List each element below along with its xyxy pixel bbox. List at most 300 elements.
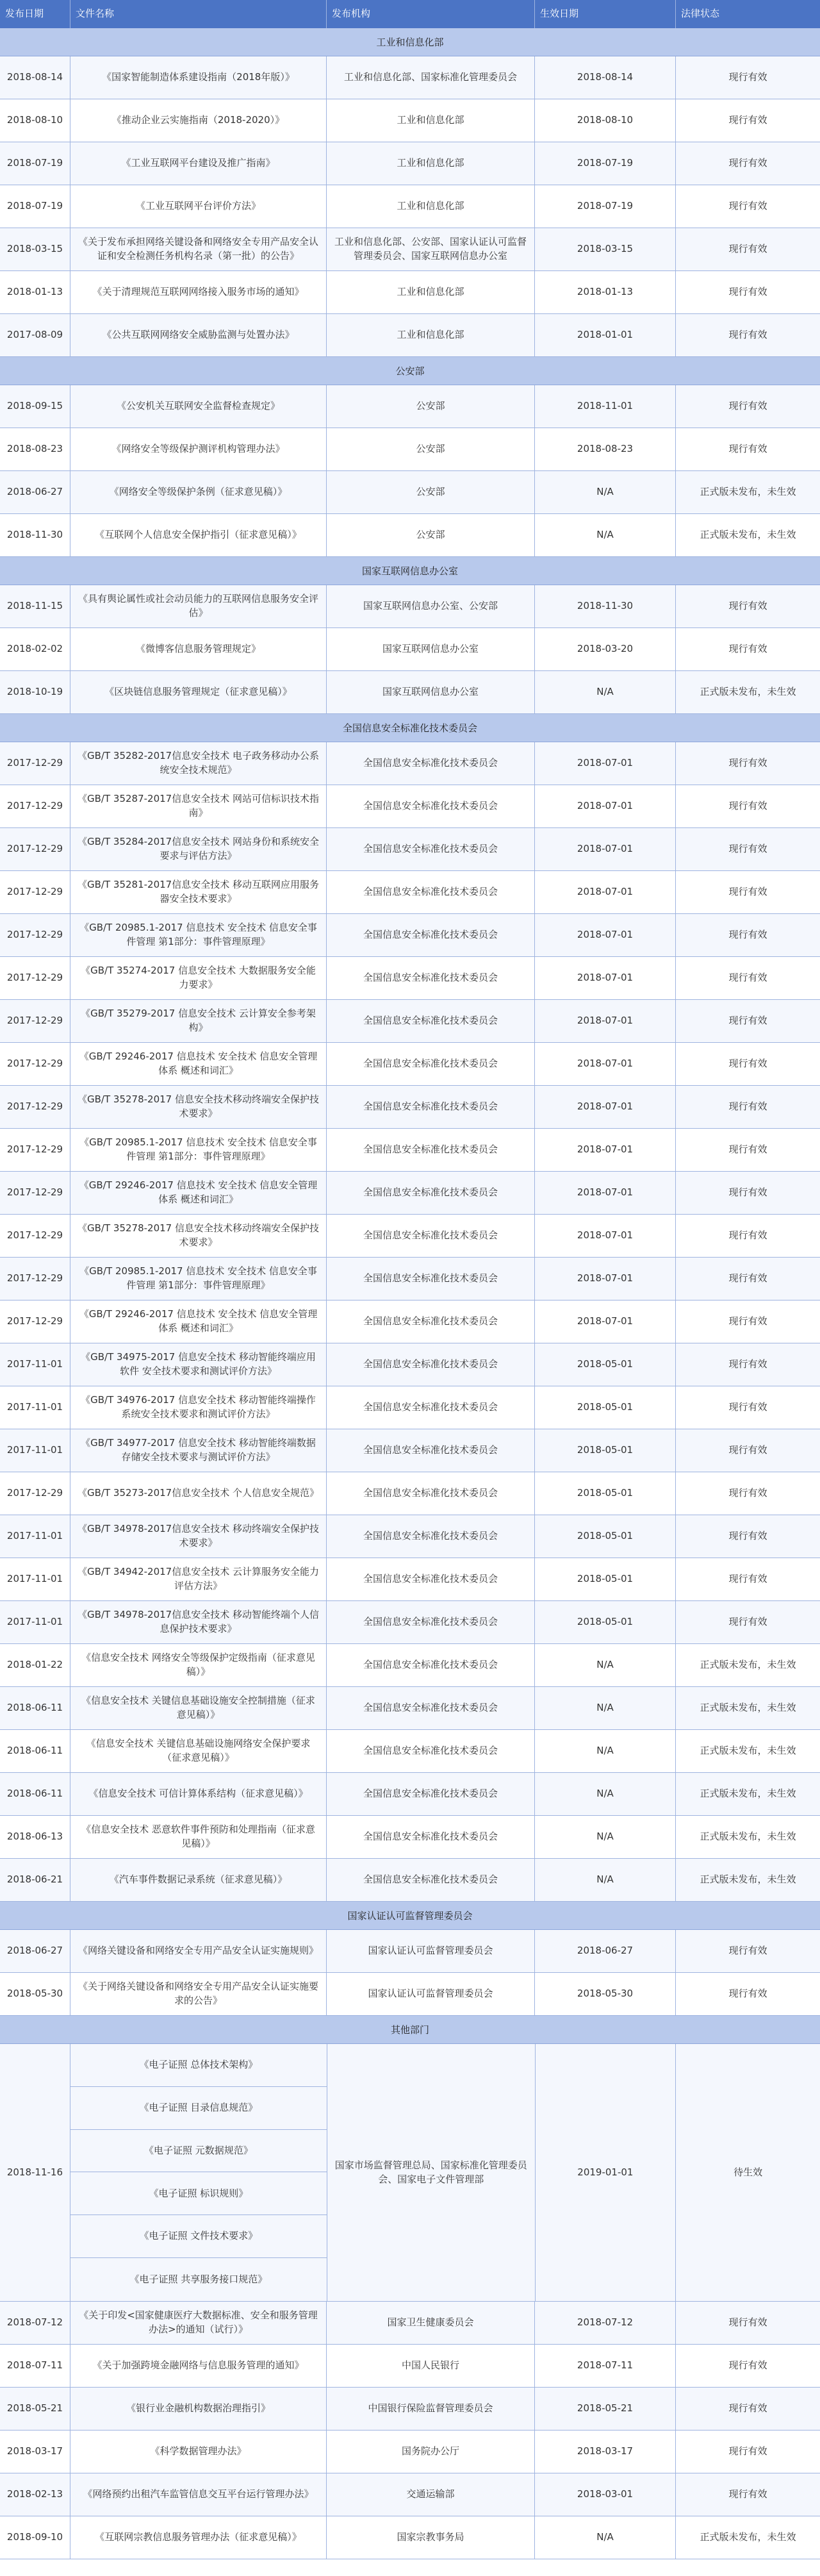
row-date: 2018-01-22 <box>0 1644 70 1686</box>
row-status: 现行有效 <box>728 400 767 412</box>
row-status: 正式版未发布，未生效 <box>700 1745 796 1757</box>
row-name: 《汽车事件数据记录系统（征求意见稿）》 <box>70 1859 327 1901</box>
table-row <box>0 1816 820 1859</box>
row-status: 现行有效 <box>728 1616 767 1628</box>
section-title: 全国信息安全标准化技术委员会 <box>0 714 820 742</box>
table-row <box>0 1558 820 1601</box>
row-date: 2018-06-11 <box>0 1730 70 1772</box>
row-name: 《GB/T 34976-2017 信息安全技术 移动智能终端操作系统安全技术要求和测试评价方法》 <box>70 1386 327 1429</box>
table-row <box>0 185 820 228</box>
row-name: 《电子证照 总体技术架构》 <box>70 2044 327 2087</box>
row-org: 工业和信息化部 <box>327 314 535 356</box>
table-row <box>0 1086 820 1129</box>
table-row <box>0 1258 820 1300</box>
table-header <box>0 0 820 28</box>
grouped-row <box>0 2044 820 2302</box>
row-status: 现行有效 <box>728 843 767 855</box>
row-status: 正式版未发布，未生效 <box>700 1831 796 1843</box>
row-date: 2018-08-14 <box>0 56 70 99</box>
row-date: 2017-11-01 <box>0 1343 70 1386</box>
row-date: 2017-12-29 <box>0 1086 70 1128</box>
table-row <box>0 628 820 671</box>
row-date: 2018-07-19 <box>0 142 70 185</box>
table-row <box>0 2473 820 2516</box>
table-row <box>0 99 820 142</box>
table-row <box>0 1773 820 1816</box>
row-name: 《GB/T 35279-2017 信息安全技术 云计算安全参考架构》 <box>70 1000 327 1042</box>
row-date: 2018-07-11 <box>0 2345 70 2387</box>
row-name: 《GB/T 35287-2017信息安全技术 网站可信标识技术指南》 <box>70 785 327 827</box>
row-date: 2018-07-12 <box>0 2302 70 2344</box>
row-effective-date: 2018-07-01 <box>535 1215 676 1257</box>
row-name: 《信息安全技术 关键信息基础设施网络安全保护要求（征求意见稿）》 <box>70 1730 327 1772</box>
row-date: 2017-12-29 <box>0 1129 70 1171</box>
table-row <box>0 1386 820 1429</box>
row-date: 2017-12-29 <box>0 785 70 827</box>
row-status: 现行有效 <box>728 329 767 341</box>
row-status: 正式版未发布，未生效 <box>700 1702 796 1714</box>
row-effective-date: 2018-07-01 <box>535 828 676 870</box>
row-status: 现行有效 <box>728 71 767 83</box>
row-date: 2018-06-27 <box>0 471 70 513</box>
row-org: 工业和信息化部、国家标准化管理委员会 <box>327 56 535 99</box>
row-org: 中国银行保险监督管理委员会 <box>327 2388 535 2430</box>
row-org: 全国信息安全标准化技术委员会 <box>327 1816 535 1858</box>
row-status: 现行有效 <box>728 2316 767 2329</box>
table-row <box>0 385 820 428</box>
row-effective-date: 2018-05-01 <box>535 1472 676 1515</box>
row-effective-date: 2018-07-01 <box>535 1129 676 1171</box>
row-org: 全国信息安全标准化技术委员会 <box>327 1343 535 1386</box>
row-status: 现行有效 <box>728 1444 767 1456</box>
row-effective-date: 2018-01-01 <box>535 314 676 356</box>
row-effective-date: 2018-07-01 <box>535 1172 676 1214</box>
row-status: 现行有效 <box>728 2402 767 2414</box>
row-status: 正式版未发布，未生效 <box>700 686 796 698</box>
row-date: 2017-12-29 <box>0 871 70 913</box>
row-org: 国务院办公厅 <box>327 2431 535 2473</box>
row-status: 现行有效 <box>728 1101 767 1113</box>
table-row <box>0 1515 820 1558</box>
row-status: 现行有效 <box>728 600 767 612</box>
row-status: 现行有效 <box>728 1015 767 1027</box>
table-row <box>0 314 820 357</box>
section-title: 国家互联网信息办公室 <box>0 557 820 585</box>
row-name: 《信息安全技术 恶意软件事件预防和处理指南（征求意见稿）》 <box>70 1816 327 1858</box>
row-effective-date: 2018-07-19 <box>535 185 676 228</box>
row-effective-date: 2018-07-01 <box>535 785 676 827</box>
row-org: 工业和信息化部 <box>327 185 535 228</box>
row-status: 现行有效 <box>728 1945 767 1957</box>
table-row <box>0 471 820 514</box>
row-name: 《关于清理规范互联网网络接入服务市场的通知》 <box>70 271 327 313</box>
row-status: 现行有效 <box>728 929 767 941</box>
row-org: 全国信息安全标准化技术委员会 <box>327 1258 535 1300</box>
table-row <box>0 871 820 914</box>
row-effective-date: N/A <box>535 671 676 713</box>
row-org: 公安部 <box>327 428 535 470</box>
header-date: 发布日期 <box>0 0 70 28</box>
row-org: 全国信息安全标准化技术委员会 <box>327 1558 535 1600</box>
table-row <box>0 957 820 1000</box>
table-row <box>0 785 820 828</box>
row-status: 现行有效 <box>728 2488 767 2500</box>
row-effective-date: 2018-07-12 <box>535 2302 676 2344</box>
row-status: 正式版未发布，未生效 <box>700 1659 796 1671</box>
table-row <box>0 1172 820 1215</box>
row-effective-date: 2018-07-01 <box>535 957 676 999</box>
row-effective-date: 2018-07-01 <box>535 1086 676 1128</box>
row-status: 现行有效 <box>728 1229 767 1242</box>
row-name: 《网络安全等级保护条例（征求意见稿）》 <box>70 471 327 513</box>
row-org: 全国信息安全标准化技术委员会 <box>327 1515 535 1558</box>
header-effective: 生效日期 <box>535 0 676 28</box>
row-effective-date: 2018-03-01 <box>535 2473 676 2516</box>
row-date: 2018-06-11 <box>0 1687 70 1729</box>
row-name: 《银行业金融机构数据治理指引》 <box>70 2388 327 2430</box>
row-name: 《信息安全技术 可信计算体系结构（征求意见稿）》 <box>70 1773 327 1815</box>
row-status: 现行有效 <box>728 114 767 126</box>
row-date: 2018-05-30 <box>0 1973 70 2015</box>
row-status: 现行有效 <box>728 1315 767 1327</box>
row-org: 交通运输部 <box>327 2473 535 2516</box>
row-date: 2018-11-16 <box>0 2044 70 2301</box>
table-row <box>0 514 820 557</box>
row-org: 全国信息安全标准化技术委员会 <box>327 1601 535 1643</box>
row-status: 现行有效 <box>728 1272 767 1284</box>
header-status: 法律状态 <box>681 8 720 20</box>
section-title: 公安部 <box>0 357 820 385</box>
row-org: 国家互联网信息办公室 <box>327 671 535 713</box>
row-name: 《GB/T 20985.1-2017 信息技术 安全技术 信息安全事件管理 第1部分：事件管理原理》 <box>70 914 327 956</box>
row-date: 2018-10-19 <box>0 671 70 713</box>
row-name: 《电子证照 共享服务接口规范》 <box>129 2273 268 2285</box>
row-org: 全国信息安全标准化技术委员会 <box>327 1215 535 1257</box>
row-org: 全国信息安全标准化技术委员会 <box>327 1300 535 1343</box>
row-date: 2017-12-29 <box>0 1300 70 1343</box>
row-effective-date: 2018-11-30 <box>535 585 676 627</box>
section-title: 其他部门 <box>0 2016 820 2044</box>
row-name: 《GB/T 20985.1-2017 信息技术 安全技术 信息安全事件管理 第1部分：事件管理原理》 <box>70 1258 327 1300</box>
row-effective-date: 2018-03-20 <box>535 628 676 670</box>
row-effective-date: 2018-01-13 <box>535 271 676 313</box>
row-status: 现行有效 <box>728 1988 767 2000</box>
row-date: 2018-08-10 <box>0 99 70 142</box>
row-date: 2018-08-23 <box>0 428 70 470</box>
row-effective-date: 2019-01-01 <box>536 2044 676 2301</box>
row-effective-date: 2018-08-23 <box>535 428 676 470</box>
row-name: 《互联网个人信息安全保护指引（征求意见稿）》 <box>70 514 327 556</box>
table-row <box>0 1129 820 1172</box>
row-effective-date: 2018-06-27 <box>535 1930 676 1972</box>
row-date: 2018-09-10 <box>0 2516 70 2559</box>
row-name: 《国家智能制造体系建设指南（2018年版）》 <box>70 56 327 99</box>
row-status: 现行有效 <box>728 243 767 255</box>
table-row <box>0 585 820 628</box>
row-date: 2017-12-29 <box>0 957 70 999</box>
table-row <box>0 2302 820 2345</box>
table-row <box>0 671 820 714</box>
row-effective-date: 2018-08-14 <box>535 56 676 99</box>
table-row <box>0 1730 820 1773</box>
row-name: 《网络安全等级保护测评机构管理办法》 <box>70 428 327 470</box>
row-org: 国家认证认可监督管理委员会 <box>327 1973 535 2015</box>
row-date: 2018-06-27 <box>0 1930 70 1972</box>
row-name: 《互联网宗教信息服务管理办法（征求意见稿）》 <box>70 2516 327 2559</box>
row-name: 《网络预约出租汽车监管信息交互平台运行管理办法》 <box>70 2473 327 2516</box>
row-org: 国家市场监督管理总局、国家标准化管理委员会、国家电子文件管理部 <box>327 2044 536 2301</box>
row-status: 现行有效 <box>728 886 767 898</box>
row-date: 2017-11-01 <box>0 1429 70 1472</box>
row-name: 《电子证照 元数据规范》 <box>70 2130 327 2173</box>
table-row <box>0 1215 820 1258</box>
row-org: 全国信息安全标准化技术委员会 <box>327 1172 535 1214</box>
row-org: 全国信息安全标准化技术委员会 <box>327 828 535 870</box>
row-org: 工业和信息化部 <box>327 99 535 142</box>
row-date: 2018-03-15 <box>0 228 70 270</box>
row-org: 全国信息安全标准化技术委员会 <box>327 1687 535 1729</box>
row-date: 2017-12-29 <box>0 1172 70 1214</box>
row-org: 中国人民银行 <box>327 2345 535 2387</box>
header-org: 发布机构 <box>327 0 535 28</box>
table-row <box>0 2388 820 2431</box>
row-date: 2017-12-29 <box>0 1258 70 1300</box>
row-name: 《具有舆论属性或社会动员能力的互联网信息服务安全评估》 <box>70 585 327 627</box>
row-org: 全国信息安全标准化技术委员会 <box>327 871 535 913</box>
row-date: 2018-01-13 <box>0 271 70 313</box>
row-status: 现行有效 <box>728 643 767 655</box>
table-row <box>0 1429 820 1472</box>
row-effective-date: N/A <box>535 1773 676 1815</box>
row-status: 现行有效 <box>728 1487 767 1499</box>
row-effective-date: 2018-05-01 <box>535 1515 676 1558</box>
row-name: 《GB/T 34978-2017信息安全技术 移动智能终端个人信息保护技术要求》 <box>70 1601 327 1643</box>
row-name: 《微博客信息服务管理规定》 <box>70 628 327 670</box>
row-date: 2017-08-09 <box>0 314 70 356</box>
row-date: 2018-06-21 <box>0 1859 70 1901</box>
table-row <box>0 1687 820 1730</box>
row-date: 2017-11-01 <box>0 1601 70 1643</box>
row-org: 工业和信息化部 <box>327 271 535 313</box>
row-status: 现行有效 <box>728 200 767 212</box>
row-org: 全国信息安全标准化技术委员会 <box>327 1429 535 1472</box>
row-org: 公安部 <box>327 385 535 428</box>
table-row <box>0 1930 820 1973</box>
row-name: 《GB/T 29246-2017 信息技术 安全技术 信息安全管理体系 概述和词汇》 <box>70 1172 327 1214</box>
row-name: 《网络关键设备和网络安全专用产品安全认证实施规则》 <box>70 1930 327 1972</box>
row-name: 《GB/T 35274-2017 信息安全技术 大数据服务安全能力要求》 <box>70 957 327 999</box>
table-body <box>0 28 820 2559</box>
table-row <box>0 742 820 785</box>
row-effective-date: N/A <box>535 514 676 556</box>
row-date: 2018-02-02 <box>0 628 70 670</box>
row-name: 《关于印发<国家健康医疗大数据标准、安全和服务管理办法>的通知（试行）》 <box>70 2302 327 2344</box>
table-row <box>0 228 820 271</box>
row-effective-date: 2018-08-10 <box>535 99 676 142</box>
row-name: 《GB/T 34942-2017信息安全技术 云计算服务安全能力评估方法》 <box>70 1558 327 1600</box>
table-row <box>0 1472 820 1515</box>
row-name: 《公共互联网网络安全威胁监测与处置办法》 <box>70 314 327 356</box>
row-effective-date: 2018-07-01 <box>535 1043 676 1085</box>
row-effective-date: N/A <box>535 1687 676 1729</box>
row-name: 《关于网络关键设备和网络安全专用产品安全认证实施要求的公告》 <box>70 1973 327 2015</box>
row-effective-date: N/A <box>535 1859 676 1901</box>
row-effective-date: 2018-05-01 <box>535 1343 676 1386</box>
row-date: 2018-09-15 <box>0 385 70 428</box>
row-status: 现行有效 <box>728 157 767 169</box>
table-row <box>0 828 820 871</box>
row-status: 现行有效 <box>728 286 767 298</box>
row-effective-date: N/A <box>535 1730 676 1772</box>
header-name: 文件名称 <box>70 0 327 28</box>
row-name: 《GB/T 20985.1-2017 信息技术 安全技术 信息安全事件管理 第1部分：事件管理原理》 <box>70 1129 327 1171</box>
row-status: 现行有效 <box>728 1573 767 1585</box>
row-effective-date: N/A <box>535 1644 676 1686</box>
row-org: 全国信息安全标准化技术委员会 <box>327 957 535 999</box>
row-org: 全国信息安全标准化技术委员会 <box>327 785 535 827</box>
row-name: 《GB/T 35278-2017 信息安全技术移动终端安全保护技术要求》 <box>70 1215 327 1257</box>
row-org: 全国信息安全标准化技术委员会 <box>327 1129 535 1171</box>
table-row <box>0 2516 820 2559</box>
row-effective-date: 2018-05-01 <box>535 1601 676 1643</box>
row-name: 《工业互联网平台建设及推广指南》 <box>70 142 327 185</box>
row-name: 《工业互联网平台评价方法》 <box>70 185 327 228</box>
row-org: 全国信息安全标准化技术委员会 <box>327 1043 535 1085</box>
row-date: 2018-02-13 <box>0 2473 70 2516</box>
row-status: 现行有效 <box>728 1358 767 1370</box>
row-effective-date: 2018-05-01 <box>535 1558 676 1600</box>
section-title: 工业和信息化部 <box>0 28 820 56</box>
row-status: 现行有效 <box>728 2359 767 2372</box>
row-org: 工业和信息化部 <box>327 142 535 185</box>
row-org: 国家宗教事务局 <box>327 2516 535 2559</box>
row-effective-date: 2018-07-19 <box>535 142 676 185</box>
row-name: 《科学数据管理办法》 <box>70 2431 327 2473</box>
row-org: 全国信息安全标准化技术委员会 <box>327 1859 535 1901</box>
row-status: 正式版未发布，未生效 <box>700 1788 796 1800</box>
row-date: 2017-12-29 <box>0 1215 70 1257</box>
row-date: 2017-11-01 <box>0 1386 70 1429</box>
row-date: 2017-12-29 <box>0 742 70 785</box>
row-date: 2017-12-29 <box>0 828 70 870</box>
table-row <box>0 2345 820 2388</box>
row-org: 国家互联网信息办公室 <box>327 628 535 670</box>
row-status: 现行有效 <box>728 443 767 455</box>
row-org: 全国信息安全标准化技术委员会 <box>327 1386 535 1429</box>
row-date: 2017-11-01 <box>0 1558 70 1600</box>
row-name: 《公安机关互联网安全监督检查规定》 <box>70 385 327 428</box>
row-name: 《电子证照 目录信息规范》 <box>70 2087 327 2130</box>
row-date: 2018-11-30 <box>0 514 70 556</box>
row-effective-date: 2018-05-01 <box>535 1429 676 1472</box>
row-name: 《GB/T 35278-2017 信息安全技术移动终端安全保护技术要求》 <box>70 1086 327 1128</box>
row-effective-date: 2018-07-01 <box>535 914 676 956</box>
row-org: 公安部 <box>327 471 535 513</box>
row-date: 2018-06-13 <box>0 1816 70 1858</box>
row-org: 工业和信息化部、公安部、国家认证认可监督管理委员会、国家互联网信息办公室 <box>327 228 535 270</box>
row-name: 《推动企业云实施指南（2018-2020）》 <box>70 99 327 142</box>
row-date: 2017-11-01 <box>0 1515 70 1558</box>
row-name: 《GB/T 35284-2017信息安全技术 网站身份和系统安全要求与评估方法》 <box>70 828 327 870</box>
table-row <box>0 1000 820 1043</box>
row-name: 《GB/T 35282-2017信息安全技术 电子政务移动办公系统安全技术规范》 <box>70 742 327 785</box>
row-name: 《GB/T 34977-2017 信息安全技术 移动智能终端数据存储安全技术要求与测试评价方法》 <box>70 1429 327 1472</box>
row-name: 《GB/T 29246-2017 信息技术 安全技术 信息安全管理体系 概述和词汇》 <box>70 1300 327 1343</box>
row-name: 《关于加强跨境金融网络与信息服务管理的通知》 <box>70 2345 327 2387</box>
row-effective-date: 2018-03-17 <box>535 2431 676 2473</box>
row-status: 正式版未发布，未生效 <box>700 486 796 498</box>
row-org: 全国信息安全标准化技术委员会 <box>327 1086 535 1128</box>
row-effective-date: N/A <box>535 471 676 513</box>
row-org: 公安部 <box>327 514 535 556</box>
row-status: 现行有效 <box>728 800 767 812</box>
row-effective-date: 2018-05-21 <box>535 2388 676 2430</box>
row-date: 2018-11-15 <box>0 585 70 627</box>
row-name: 《信息安全技术 网络安全等级保护定级指南（征求意见稿）》 <box>70 1644 327 1686</box>
table-row <box>0 56 820 99</box>
row-status: 待生效 <box>734 2166 763 2178</box>
row-status: 现行有效 <box>728 757 767 769</box>
row-name: 《GB/T 34978-2017信息安全技术 移动终端安全保护技术要求》 <box>70 1515 327 1558</box>
row-effective-date: N/A <box>535 1816 676 1858</box>
row-org: 全国信息安全标准化技术委员会 <box>327 914 535 956</box>
row-status: 正式版未发布，未生效 <box>700 2531 796 2543</box>
row-status: 现行有效 <box>728 1186 767 1199</box>
table-row <box>0 1300 820 1343</box>
row-status: 正式版未发布，未生效 <box>700 529 796 541</box>
row-org: 国家互联网信息办公室、公安部 <box>327 585 535 627</box>
row-name: 《GB/T 35281-2017信息安全技术 移动互联网应用服务器安全技术要求》 <box>70 871 327 913</box>
table-row <box>0 1973 820 2016</box>
row-effective-date: 2018-07-01 <box>535 1000 676 1042</box>
row-org: 国家卫生健康委员会 <box>327 2302 535 2344</box>
row-org: 国家认证认可监督管理委员会 <box>327 1930 535 1972</box>
row-name: 《电子证照 标识规则》 <box>70 2172 327 2215</box>
row-org: 全国信息安全标准化技术委员会 <box>327 1644 535 1686</box>
row-date: 2018-05-21 <box>0 2388 70 2430</box>
row-org: 全国信息安全标准化技术委员会 <box>327 1472 535 1515</box>
row-name: 《电子证照 文件技术要求》 <box>70 2215 327 2258</box>
row-name: 《GB/T 29246-2017 信息技术 安全技术 信息安全管理体系 概述和词汇》 <box>70 1043 327 1085</box>
row-effective-date: 2018-05-30 <box>535 1973 676 2015</box>
row-effective-date: N/A <box>535 2516 676 2559</box>
row-effective-date: 2018-11-01 <box>535 385 676 428</box>
row-status: 现行有效 <box>728 2445 767 2457</box>
row-status: 现行有效 <box>728 1401 767 1413</box>
row-date: 2017-12-29 <box>0 1043 70 1085</box>
row-date: 2018-07-19 <box>0 185 70 228</box>
row-effective-date: 2018-07-01 <box>535 871 676 913</box>
table-row <box>0 1859 820 1902</box>
table-row <box>0 428 820 471</box>
row-name: 《关于发布承担网络关键设备和网络安全专用产品安全认证和安全检测任务机构名录（第一批）的公告》 <box>70 228 327 270</box>
table-row <box>0 914 820 957</box>
row-name: 《GB/T 35273-2017信息安全技术 个人信息安全规范》 <box>70 1472 327 1515</box>
grouped-names <box>70 2044 327 2301</box>
row-effective-date: 2018-03-15 <box>535 228 676 270</box>
row-name: 《GB/T 34975-2017 信息安全技术 移动智能终端应用软件 安全技术要求和测试评价方法》 <box>70 1343 327 1386</box>
row-org: 全国信息安全标准化技术委员会 <box>327 1000 535 1042</box>
row-date: 2017-12-29 <box>0 1472 70 1515</box>
table-row <box>0 142 820 185</box>
row-name: 《信息安全技术 关键信息基础设施安全控制措施（征求意见稿）》 <box>70 1687 327 1729</box>
row-effective-date: 2018-07-01 <box>535 1258 676 1300</box>
row-org: 全国信息安全标准化技术委员会 <box>327 1730 535 1772</box>
row-name: 《区块链信息服务管理规定（征求意见稿）》 <box>70 671 327 713</box>
section-title: 国家认证认可监督管理委员会 <box>0 1902 820 1930</box>
row-date: 2017-12-29 <box>0 914 70 956</box>
row-effective-date: 2018-05-01 <box>535 1386 676 1429</box>
